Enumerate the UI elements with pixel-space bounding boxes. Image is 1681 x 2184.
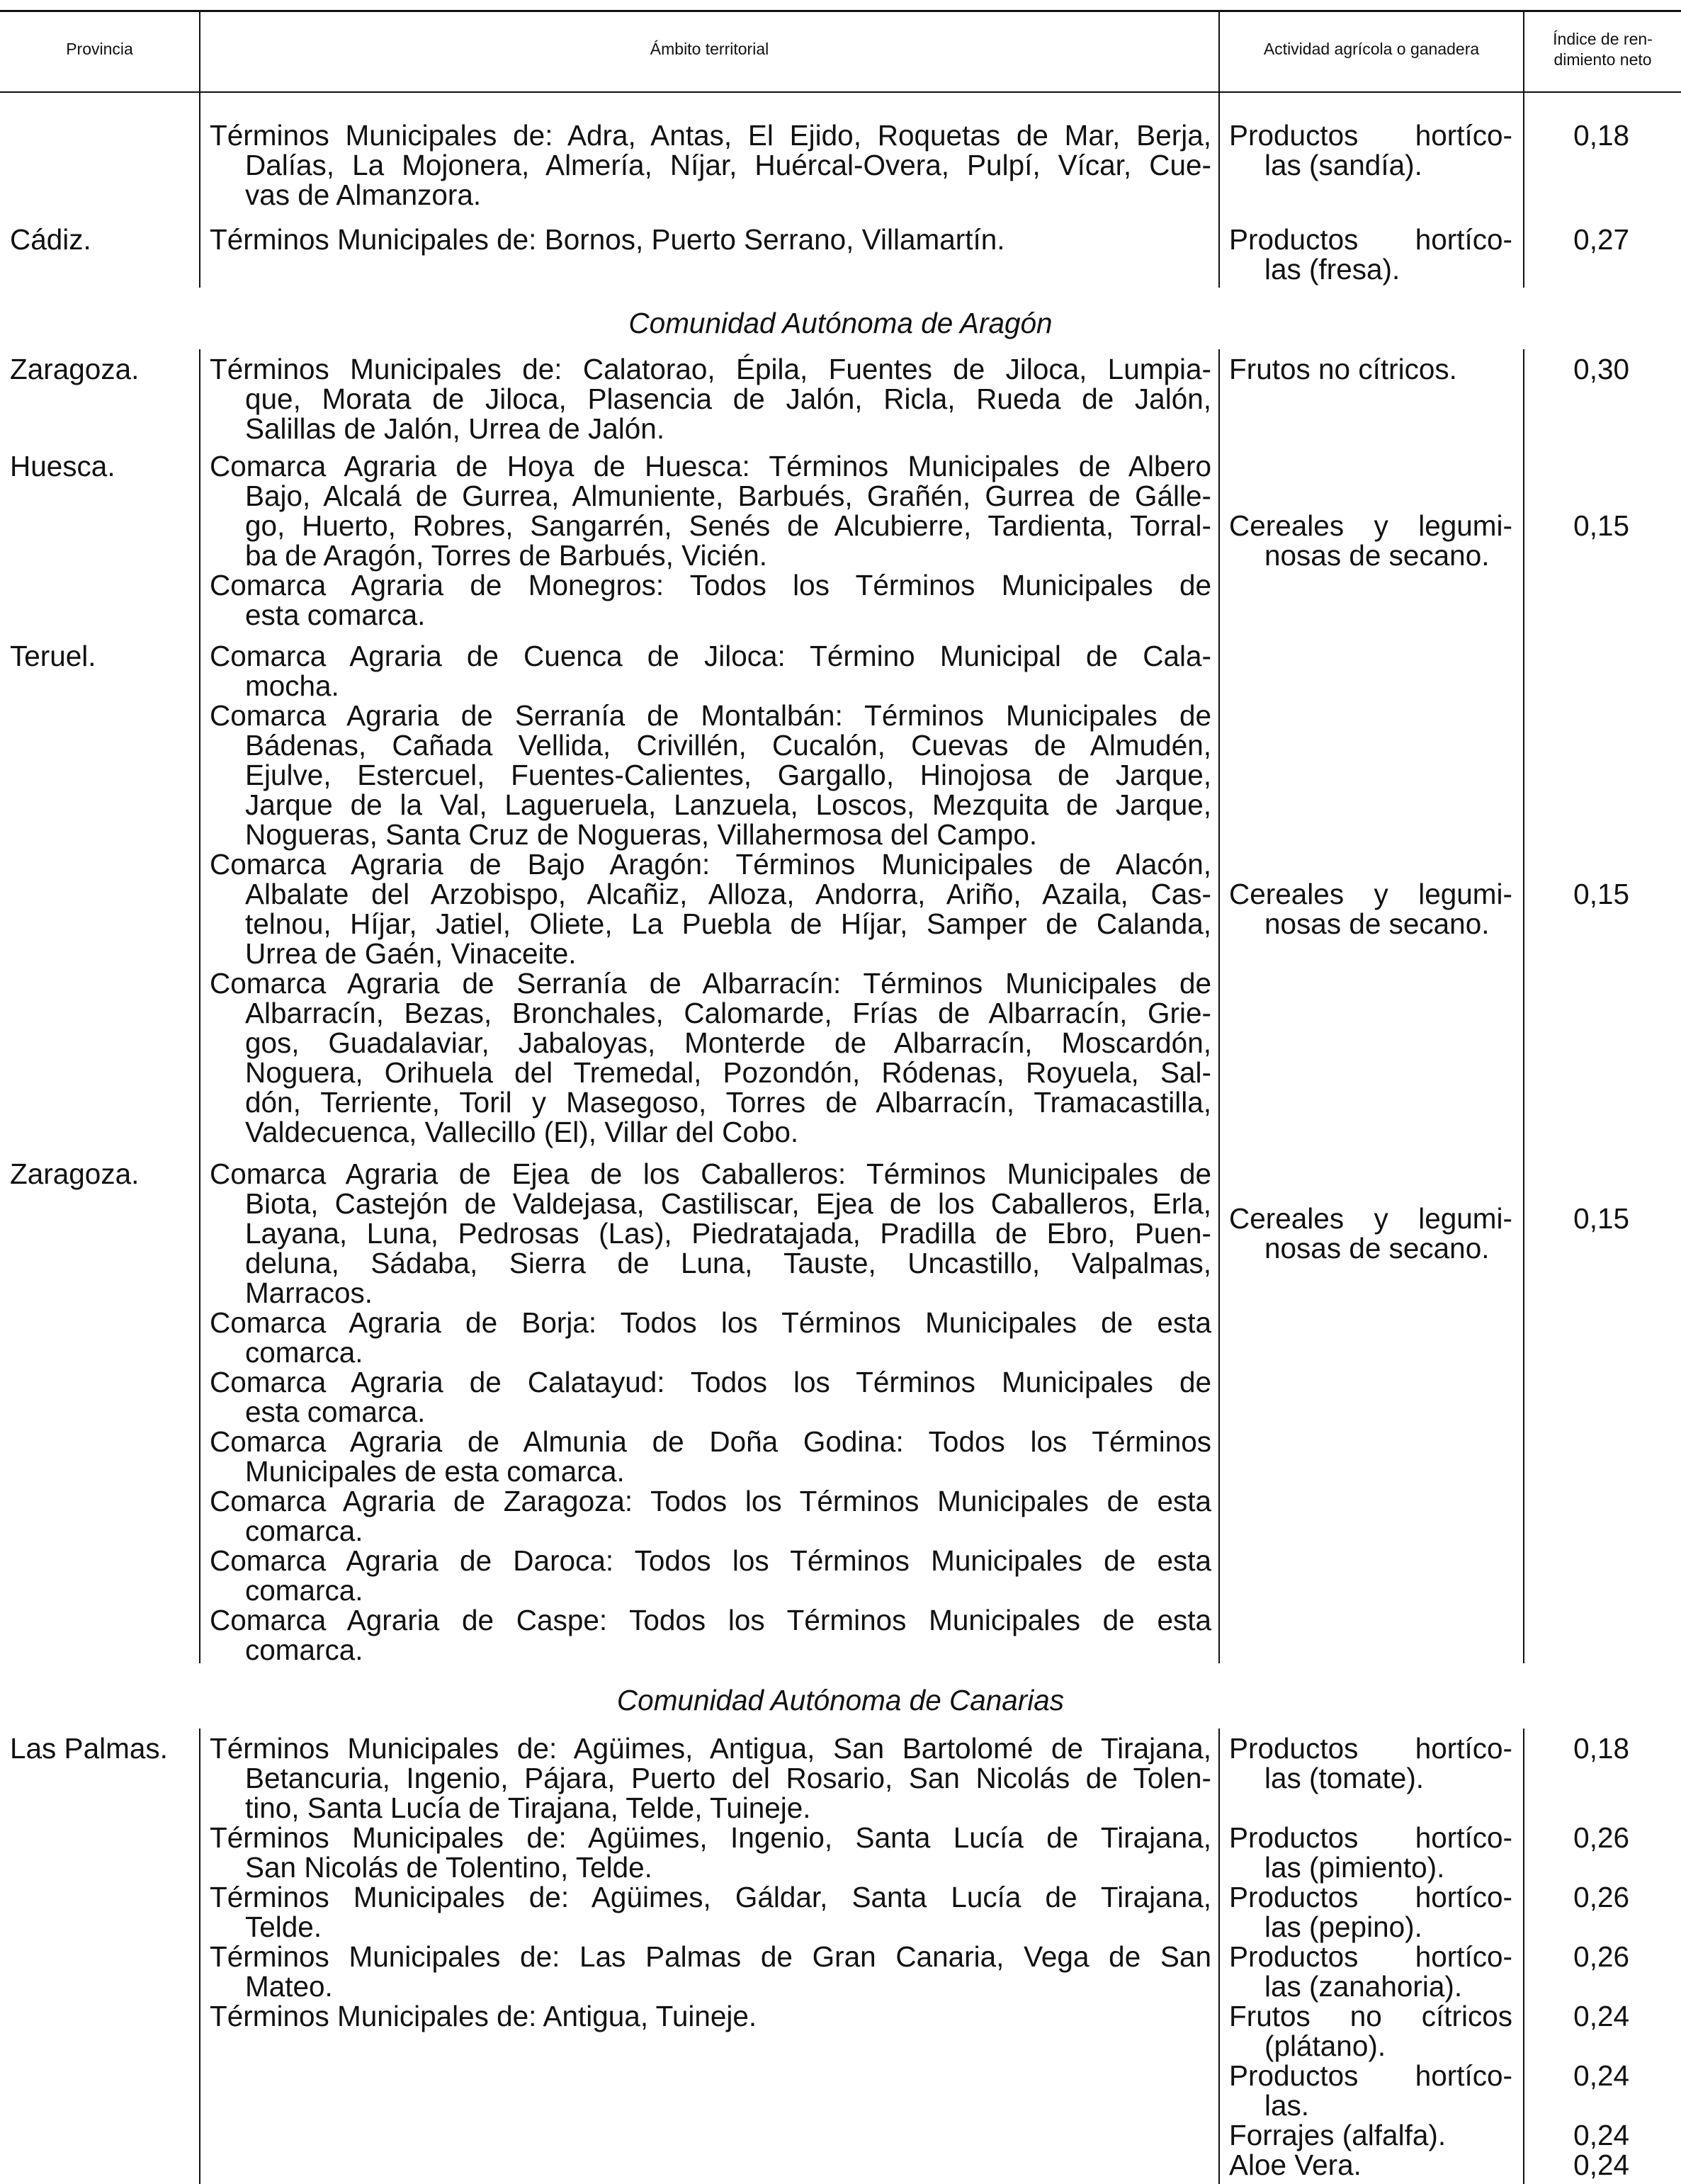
indice-value: 0,26 [1573, 1881, 1629, 1913]
table-top-rule [0, 10, 1681, 12]
text-line: Urrea de Gaén, Vinaceite. [245, 937, 577, 970]
indice-value: 0,18 [1573, 119, 1629, 152]
text-line: Productos hortíco- [1229, 1940, 1512, 1973]
actividad-cell [1229, 511, 1512, 570]
text-line: Albarracín, Bezas, Bronchales, Calomarde, Frías de Albarracín, Grie- [245, 997, 1211, 1029]
text-line: Comarca Agraria de Zaragoza: Todos los Términos Municipales de esta [210, 1485, 1211, 1517]
text-line: Términos Municipales de: Las Palmas de Gran Canaria, Vega de San [210, 1940, 1211, 1973]
indice-value: 0,15 [1573, 509, 1629, 542]
text-line: San Nicolás de Tolentino, Telde. [245, 1851, 652, 1884]
text-line: las (fresa). [1264, 253, 1400, 285]
text-line: gos, Guadalaviar, Jabaloyas, Monterde de Albarracín, Moscardón, [245, 1026, 1211, 1059]
text-line: que, Morata de Jiloca, Plasencia de Jalón, Ricla, Rueda de Jalón, [245, 383, 1211, 415]
text-line: Términos Municipales de: Agüimes, Ingenio, Santa Lucía de Tirajana, [210, 1821, 1211, 1854]
ambito-cell [210, 641, 1211, 1147]
text-line: nosas de secano. [1264, 539, 1490, 572]
text-line: Nogueras, Santa Cruz de Nogueras, Villahermosa del Campo. [245, 818, 1038, 851]
ambito-cell [210, 451, 1211, 630]
text-line: las. [1264, 2089, 1310, 2122]
text-line: Comarca Agraria de Ejea de los Caballeros: Términos Municipales de [210, 1158, 1211, 1190]
ambito-cell: Términos Municipales de: Antigua, Tuineje. [210, 2000, 757, 2032]
text-line: Noguera, Orihuela del Tremedal, Pozondón, Ródenas, Royuela, Sal- [245, 1056, 1211, 1089]
text-line: Cereales y legumi- [1229, 878, 1512, 910]
section-title-canarias: Comunidad Autónoma de Canarias [616, 1684, 1065, 1716]
text-line: deluna, Sádaba, Sierra de Luna, Tauste, Uncastillo, Valpalmas, [245, 1247, 1211, 1279]
text-line: Ejulve, Estercuel, Fuentes-Calientes, Gargallo, Hinojosa de Jarque, [245, 759, 1211, 791]
text-line: Biota, Castejón de Valdejasa, Castiliscar, Ejea de los Caballeros, Erla, [245, 1187, 1211, 1220]
actividad-cell [1229, 120, 1512, 180]
text-line: Comarca Agraria de Hoya de Huesca: Términos Municipales de Albero [210, 450, 1211, 482]
text-line: Betancuria, Ingenio, Pájara, Puerto del Rosario, San Nicolás de Tolen- [245, 1762, 1211, 1794]
text-line: Comarca Agraria de Monegros: Todos los Términos Municipales de [210, 569, 1211, 601]
ambito-cell [210, 1823, 1211, 1882]
text-line: Mateo. [245, 1970, 333, 2003]
col-divider-1 [199, 349, 200, 1663]
text-line: Salillas de Jalón, Urrea de Jalón. [245, 412, 665, 445]
text-line: Productos hortíco- [1229, 1732, 1512, 1765]
provincia-cell: Huesca. [10, 450, 115, 482]
col-divider-2 [1218, 349, 1220, 1663]
section-title-aragon: Comunidad Autónoma de Aragón [628, 307, 1053, 339]
text-line: Comarca Agraria de Cuenca de Jiloca: Término Municipal de Cala- [210, 640, 1211, 672]
indice-value: 0,15 [1573, 878, 1629, 910]
actividad-cell [1229, 1204, 1512, 1263]
header-provincia: Provincia [66, 40, 133, 58]
ambito-cell [210, 1159, 1211, 1665]
header-actividad: Actividad agrícola o ganadera [1263, 40, 1480, 58]
actividad-cell [1229, 1942, 1512, 2001]
col-divider-1 [199, 93, 200, 288]
col-divider-2 [1218, 1728, 1220, 2184]
text-line: Productos hortíco- [1229, 2059, 1512, 2092]
text-line: esta comarca. [245, 599, 426, 631]
text-line: Frutos no cítricos [1229, 2000, 1512, 2032]
indice-value: 0,27 [1573, 223, 1629, 256]
text-line: Bádenas, Cañada Vellida, Crivillén, Cucalón, Cuevas de Almudén, [245, 729, 1211, 762]
text-line: las (sandía). [1264, 149, 1422, 181]
text-line: Telde. [245, 1911, 322, 1943]
text-line: las (pimiento). [1264, 1851, 1445, 1884]
text-line: nosas de secano. [1264, 1232, 1490, 1264]
header-bottom-rule [0, 91, 1681, 93]
col-divider-3 [1523, 349, 1524, 1663]
text-line: Comarca Agraria de Caspe: Todos los Términos Municipales de esta [210, 1604, 1211, 1636]
indice-value: 0,26 [1573, 1821, 1629, 1854]
indice-value: 0,26 [1573, 1940, 1629, 1973]
indice-value: 0,24 [1573, 2000, 1629, 2032]
text-line: Productos hortíco- [1229, 1881, 1512, 1913]
provincia-cell: Cádiz. [10, 223, 91, 256]
text-line: Términos Municipales de: Agüimes, Gáldar, Santa Lucía de Tirajana, [210, 1881, 1211, 1913]
text-line: Cereales y legumi- [1229, 509, 1512, 542]
col-divider-2 [1218, 93, 1220, 288]
text-line: mocha. [245, 669, 339, 702]
text-line: Comarca Agraria de Serranía de Albarracín: Términos Municipales de [210, 967, 1211, 1000]
text-line: nosas de secano. [1264, 907, 1490, 940]
actividad-cell [1229, 1733, 1512, 1793]
indice-value: 0,18 [1573, 1732, 1629, 1765]
ambito-cell [210, 120, 1211, 210]
text-line: las (pepino). [1264, 1911, 1422, 1943]
actividad-cell: Frutos no cítricos. [1229, 353, 1457, 385]
text-line: Comarca Agraria de Serranía de Montalbán: Términos Municipales de [210, 699, 1211, 732]
text-line: Bajo, Alcalá de Gurrea, Almuniente, Barbués, Grañén, Gurrea de Gálle- [245, 480, 1211, 512]
actividad-cell: Forrajes (alfalfa). [1229, 2119, 1447, 2151]
text-line: Marracos. [245, 1277, 373, 1309]
ambito-cell [210, 1733, 1211, 1823]
text-line: Cereales y legumi- [1229, 1202, 1512, 1235]
text-line: Productos hortíco- [1229, 1821, 1512, 1854]
ambito-cell [210, 354, 1211, 443]
text-line: Términos Municipales de: Agüimes, Antigua, San Bartolomé de Tirajana, [210, 1732, 1211, 1765]
actividad-cell [1229, 225, 1512, 284]
text-line: tino, Santa Lucía de Tirajana, Telde, Tuineje. [245, 1792, 811, 1824]
text-line: Comarca Agraria de Calatayud: Todos los Términos Municipales de [210, 1366, 1211, 1398]
text-line: Comarca Agraria de Bajo Aragón: Términos Municipales de Alacón, [210, 848, 1211, 881]
header-indice-line: dimiento neto [1553, 50, 1652, 69]
actividad-cell [1229, 879, 1512, 939]
actividad-cell [1229, 2061, 1512, 2120]
text-line: Productos hortíco- [1229, 223, 1512, 256]
actividad-cell [1229, 2001, 1512, 2061]
indice-value: 0,24 [1573, 2059, 1629, 2092]
provincia-cell: Zaragoza. [10, 353, 140, 385]
text-line: Comarca Agraria de Borja: Todos los Términos Municipales de esta [210, 1306, 1211, 1339]
text-line: go, Huerto, Robres, Sangarrén, Senés de Alcubierre, Tardienta, Torral- [245, 509, 1211, 542]
provincia-cell: Las Palmas. [10, 1732, 168, 1765]
text-line: Términos Municipales de: Adra, Antas, El Ejido, Roquetas de Mar, Berja, [210, 119, 1211, 152]
text-line: (plátano). [1264, 2030, 1386, 2062]
text-line: las (tomate). [1264, 1762, 1425, 1794]
ambito-cell: Términos Municipales de: Bornos, Puerto Serrano, Villamartín. [210, 223, 1005, 256]
header-ambito: Ámbito territorial [650, 40, 769, 58]
text-line: Layana, Luna, Pedrosas (Las), Piedratajada, Pradilla de Ebro, Puen- [245, 1217, 1211, 1250]
text-line: Albalate del Arzobispo, Alcañiz, Alloza, Andorra, Ariño, Azaila, Cas- [245, 878, 1211, 910]
header-indice-line: Índice de ren- [1553, 30, 1653, 48]
text-line: comarca. [245, 1574, 363, 1607]
text-line: vas de Almanzora. [245, 179, 482, 211]
text-line: Municipales de esta comarca. [245, 1455, 625, 1488]
text-line: Productos hortíco- [1229, 119, 1512, 152]
text-line: Jarque de la Val, Lagueruela, Lanzuela, Loscos, Mezquita de Jarque, [245, 788, 1211, 821]
text-line: comarca. [245, 1634, 363, 1666]
ambito-cell [210, 1942, 1211, 2001]
ambito-cell [210, 1882, 1211, 1942]
provincia-cell: Teruel. [10, 640, 96, 672]
text-line: Dalías, La Mojonera, Almería, Níjar, Huércal-Overa, Pulpí, Vícar, Cue- [245, 149, 1211, 181]
text-line: Comarca Agraria de Daroca: Todos los Términos Municipales de esta [210, 1544, 1211, 1577]
actividad-cell: Aloe Vera. [1229, 2149, 1362, 2181]
actividad-cell [1229, 1882, 1512, 1942]
text-line: telnou, Híjar, Jatiel, Oliete, La Puebla de Híjar, Samper de Calanda, [245, 907, 1211, 940]
indice-value: 0,24 [1573, 2119, 1629, 2151]
indice-value: 0,30 [1573, 353, 1629, 385]
text-line: dón, Terriente, Toril y Masegoso, Torres de Albarracín, Tramacastilla, [245, 1086, 1211, 1119]
indice-value: 0,24 [1573, 2149, 1629, 2181]
header-indice [1524, 29, 1681, 70]
text-line: comarca. [245, 1336, 363, 1369]
provincia-cell: Zaragoza. [10, 1158, 140, 1190]
indice-value: 0,15 [1573, 1202, 1629, 1235]
col-divider-1 [199, 1728, 200, 2184]
text-line: las (zanahoria). [1264, 1970, 1463, 2003]
text-line: Términos Municipales de: Calatorao, Épila, Fuentes de Jiloca, Lumpia- [210, 353, 1211, 385]
text-line: ba de Aragón, Torres de Barbués, Vicién. [245, 539, 767, 572]
text-line: Comarca Agraria de Almunia de Doña Godina: Todos los Términos [210, 1425, 1211, 1458]
text-line: comarca. [245, 1515, 363, 1547]
text-line: esta comarca. [245, 1396, 426, 1428]
actividad-cell [1229, 1823, 1512, 1882]
text-line: Valdecuenca, Vallecillo (El), Villar del Cobo. [245, 1116, 799, 1148]
